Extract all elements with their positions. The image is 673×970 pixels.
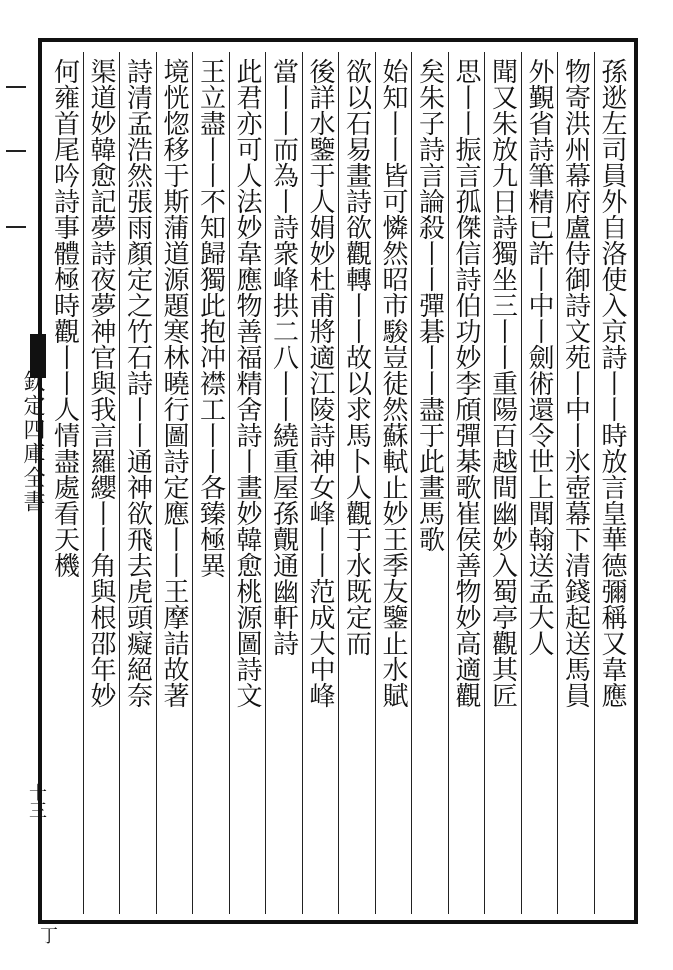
text-column: 此君亦可人法妙韋應物善福精舍詩丨畫妙韓愈桃源圖詩文 — [229, 52, 266, 914]
text-column: 物寄洪州幕府盧侍御詩文苑丨中丨氷壺幕下清錢起送馬員 — [557, 52, 594, 914]
edge-mark: 丁 — [40, 926, 58, 947]
text-column: 孫逖左司員外自洛使入京詩丨丨時放言皇華德彌稱又韋應 — [594, 52, 631, 914]
folio-number: 十三 — [26, 783, 47, 819]
text-column: 矣朱子詩言論殺丨丨彈碁丨丨盡于此畫馬歌 — [411, 52, 448, 914]
text-column: 詩清孟浩然張雨顏定之竹石詩丨丨通神欲飛去虎頭癡絕奈 — [119, 52, 156, 914]
gutter-rule — [6, 86, 26, 88]
text-column: 聞又朱放九日詩獨坐三丨丨重陽百越間幽妙入蜀亭觀其匠 — [484, 52, 521, 914]
page-gutter — [0, 38, 47, 924]
text-column: 何雍首尾吟詩事體極時觀丨丨人情盡處看天機 — [49, 58, 80, 578]
text-column: 欲以石易畫詩欲觀轉丨丨故以求馬卜人觀于水既定而 — [338, 52, 375, 914]
text-column: 王立盡丨丨不知歸獨此抱冲襟工丨丨各臻極異 — [192, 52, 229, 914]
text-column: 後詳水鑒于人娟妙杜甫將適江陵詩神女峰丨丨范成大中峰 — [302, 52, 339, 914]
text-column: 境恍惚移于斯蒲道源題寒林曉行圖詩定應丨丨王摩詰故著 — [156, 52, 193, 914]
book-title: 欽定四庫全書 — [20, 370, 45, 514]
text-column: 始知丨丨皆可憐然昭市駿豈徒然蘇軾止妙王季友鑒止水賦 — [375, 52, 412, 914]
text-column: 思丨丨振言孤傑信詩伯功妙李頎彈棊歌崔侯善物妙高適觀 — [448, 52, 485, 914]
gutter-rule — [6, 150, 26, 152]
text-column: 渠道妙韓愈記夢詩夜夢神官與我言羅纓丨丨角與根邵年妙 — [83, 52, 120, 914]
gutter-rule — [6, 226, 26, 228]
text-column: 外覲省詩筆精已許丨中丨劍術還令世上聞翰送孟大人 — [521, 52, 558, 914]
text-column: 當丨丨而為丨詩衆峰拱二八丨丨繞重屋孫覿通幽軒詩 — [265, 52, 302, 914]
